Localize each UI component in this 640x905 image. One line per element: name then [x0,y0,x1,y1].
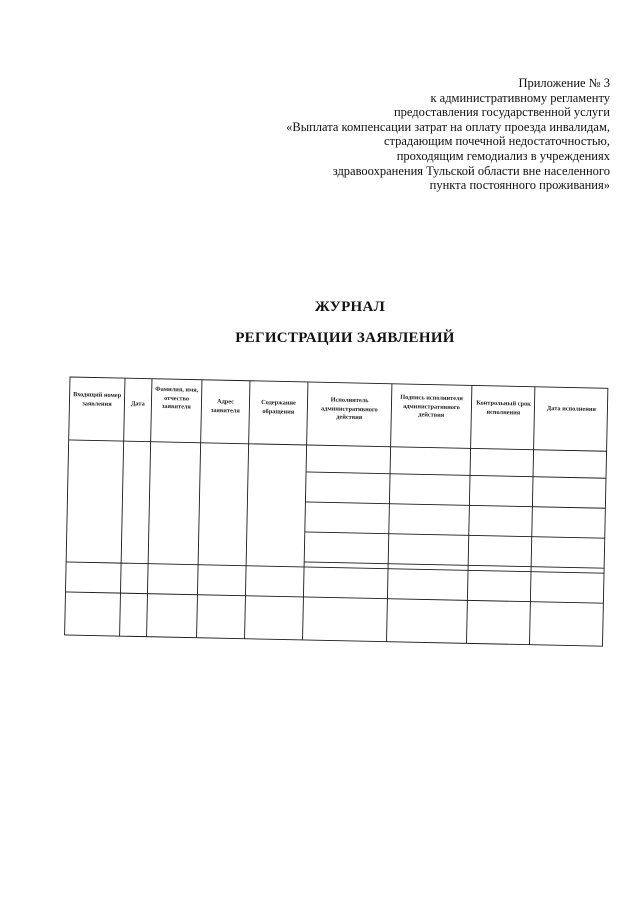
column-header-request-content: Содержание обращения [261,399,296,416]
appendix-line: страдающим почечной недостаточностью, [383,134,610,149]
column-header-execution-date: Дата исполнения [546,404,596,414]
column-header-executor: Исполнитель административного действия [320,396,378,422]
appendix-line: «Выплата компенсации затрат на оплату проезда инвалидам, [286,119,610,134]
document-subtitle: РЕГИСТРАЦИИ ЗАЯВЛЕНИЙ [235,330,455,346]
header-row-border [69,440,607,451]
appendix-line: предоставления государственной услуги [393,105,610,120]
column-divider [120,378,125,636]
column-divider [529,387,534,645]
appendix-line: проходящим гемодиализ в учреждениях [396,148,610,163]
column-header-incoming-number: Входящий номер заявления [73,391,122,408]
row-divider [305,502,605,508]
appendix-line: к административному регламенту [430,90,610,105]
column-divider [147,379,152,637]
appendix-line: здравоохранения Тульской области вне населенного [332,163,610,178]
row-divider [65,592,603,603]
row-divider [304,562,604,568]
column-divider [467,385,472,643]
row-divider [305,532,605,538]
document-title: ЖУРНАЛ [314,299,386,315]
row-divider [66,562,604,573]
column-divider [197,380,202,638]
column-header-applicant-name: Фамилия, имя, отчество заявителя [155,385,199,411]
appendix-header [210,76,610,193]
registration-journal-table [65,377,608,646]
column-header-applicant-address: Адрес заявителя [210,398,240,415]
column-divider [303,382,308,640]
appendix-line: Приложение № 3 [518,76,610,90]
column-header-control-deadline: Контрольный срок исполнения [476,399,531,417]
row-divider [306,472,606,478]
column-header-date: Дата [131,400,145,408]
column-header-executor-signature: Подпись исполнителя административного действия [400,393,464,420]
appendix-line: пункта постоянного проживания» [429,178,610,193]
column-divider [245,381,250,639]
